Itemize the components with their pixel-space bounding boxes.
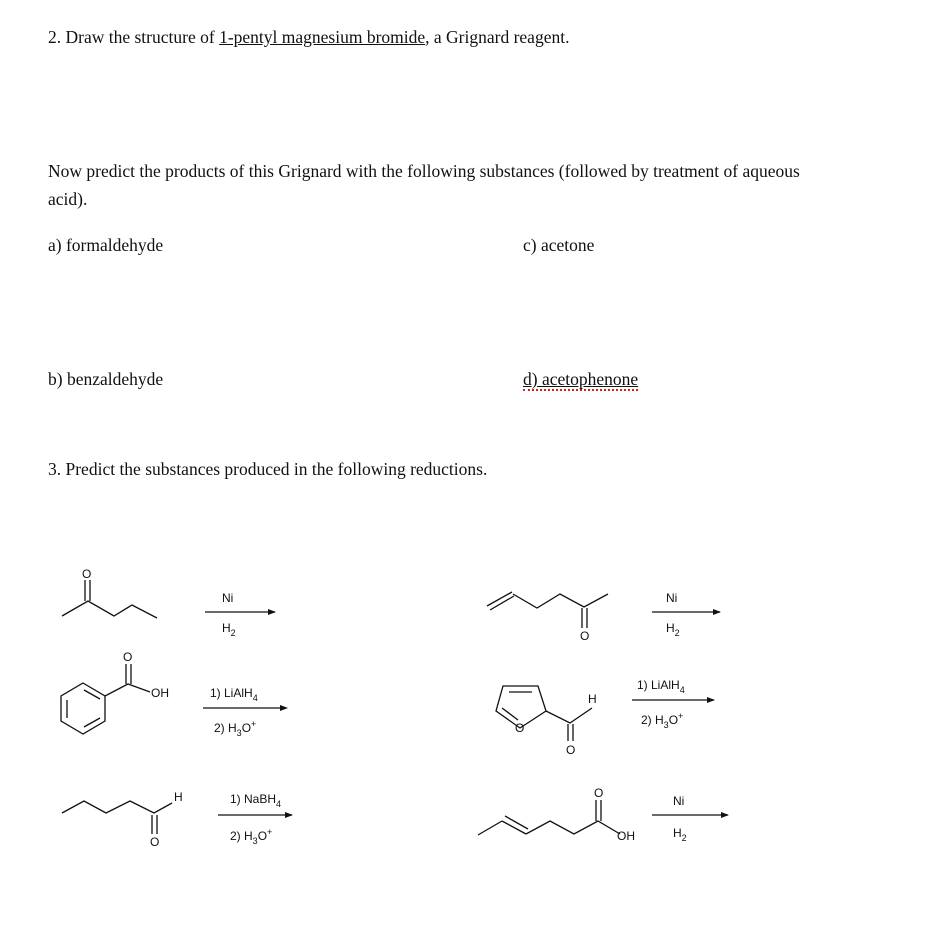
atom-label-oh-6: OH xyxy=(617,829,635,843)
question-3-title: 3. Predict the substances produced in the following reductions. xyxy=(48,459,488,479)
predict-line-2: acid). xyxy=(48,189,88,209)
arrowhead-3 xyxy=(280,705,288,711)
structure-5-aldehyde xyxy=(62,801,172,834)
reagent-3-top: 1) LiAlH$_4$ xyxy=(210,686,258,703)
structure-2-enone xyxy=(487,592,608,628)
arrowhead-6 xyxy=(721,812,729,818)
atom-label-h-5: H xyxy=(174,790,183,804)
structure-6-enoic-acid xyxy=(478,800,620,835)
q2-underlined-term: 1-pentyl magnesium bromide xyxy=(219,27,426,47)
atom-label-o-1: O xyxy=(82,567,92,581)
reagent-3-bottom: 2) $H_3O^+$ xyxy=(214,719,257,738)
part-c: c) acetone xyxy=(523,235,595,255)
reagent-1-top: Ni xyxy=(222,591,234,605)
q2-suffix: , a Grignard reagent. xyxy=(425,27,570,47)
reagent-2-top: Ni xyxy=(666,591,678,605)
arrowhead-4 xyxy=(707,697,715,703)
atom-label-o-3: O xyxy=(123,650,133,664)
arrowhead-2 xyxy=(713,609,721,615)
reagent-4-bottom: 2) $H_3O^+$ xyxy=(641,711,684,730)
reagent-1-bottom: $H_2$ xyxy=(222,621,236,638)
atom-label-oh-3: OH xyxy=(151,686,169,700)
reagent-5-bottom: 2) $H_3O^+$ xyxy=(230,827,273,846)
part-a: a) formaldehyde xyxy=(48,235,164,255)
atom-label-o-4: O xyxy=(566,743,576,757)
atom-label-o-5: O xyxy=(150,835,160,849)
structure-1-ketone xyxy=(62,580,157,618)
structure-3-acid xyxy=(61,664,150,734)
reagent-6-bottom: $H_2$ xyxy=(673,826,687,843)
atom-label-o-ring: O xyxy=(515,721,525,735)
structure-4-furan-aldehyde xyxy=(496,686,592,741)
reagent-6-top: Ni xyxy=(673,794,685,808)
atom-label-h-4: H xyxy=(588,692,597,706)
reagent-4-top: 1) LiAlH$_4$ xyxy=(637,678,685,695)
atom-label-o-2: O xyxy=(580,629,590,643)
atom-label-o-6: O xyxy=(594,786,604,800)
arrowhead-5 xyxy=(285,812,293,818)
part-d-text: d) acetophenone xyxy=(523,369,639,389)
reagent-5-top: 1) NaBH$_4$ xyxy=(230,792,282,809)
reagent-2-bottom: $H_2$ xyxy=(666,621,680,638)
q2-prefix: 2. Draw the structure of xyxy=(48,27,220,47)
arrowhead-1 xyxy=(268,609,276,615)
predict-line-1: Now predict the products of this Grignard with the following substances (followed by treatment of aqueous xyxy=(48,161,800,181)
part-b: b) benzaldehyde xyxy=(48,369,164,389)
